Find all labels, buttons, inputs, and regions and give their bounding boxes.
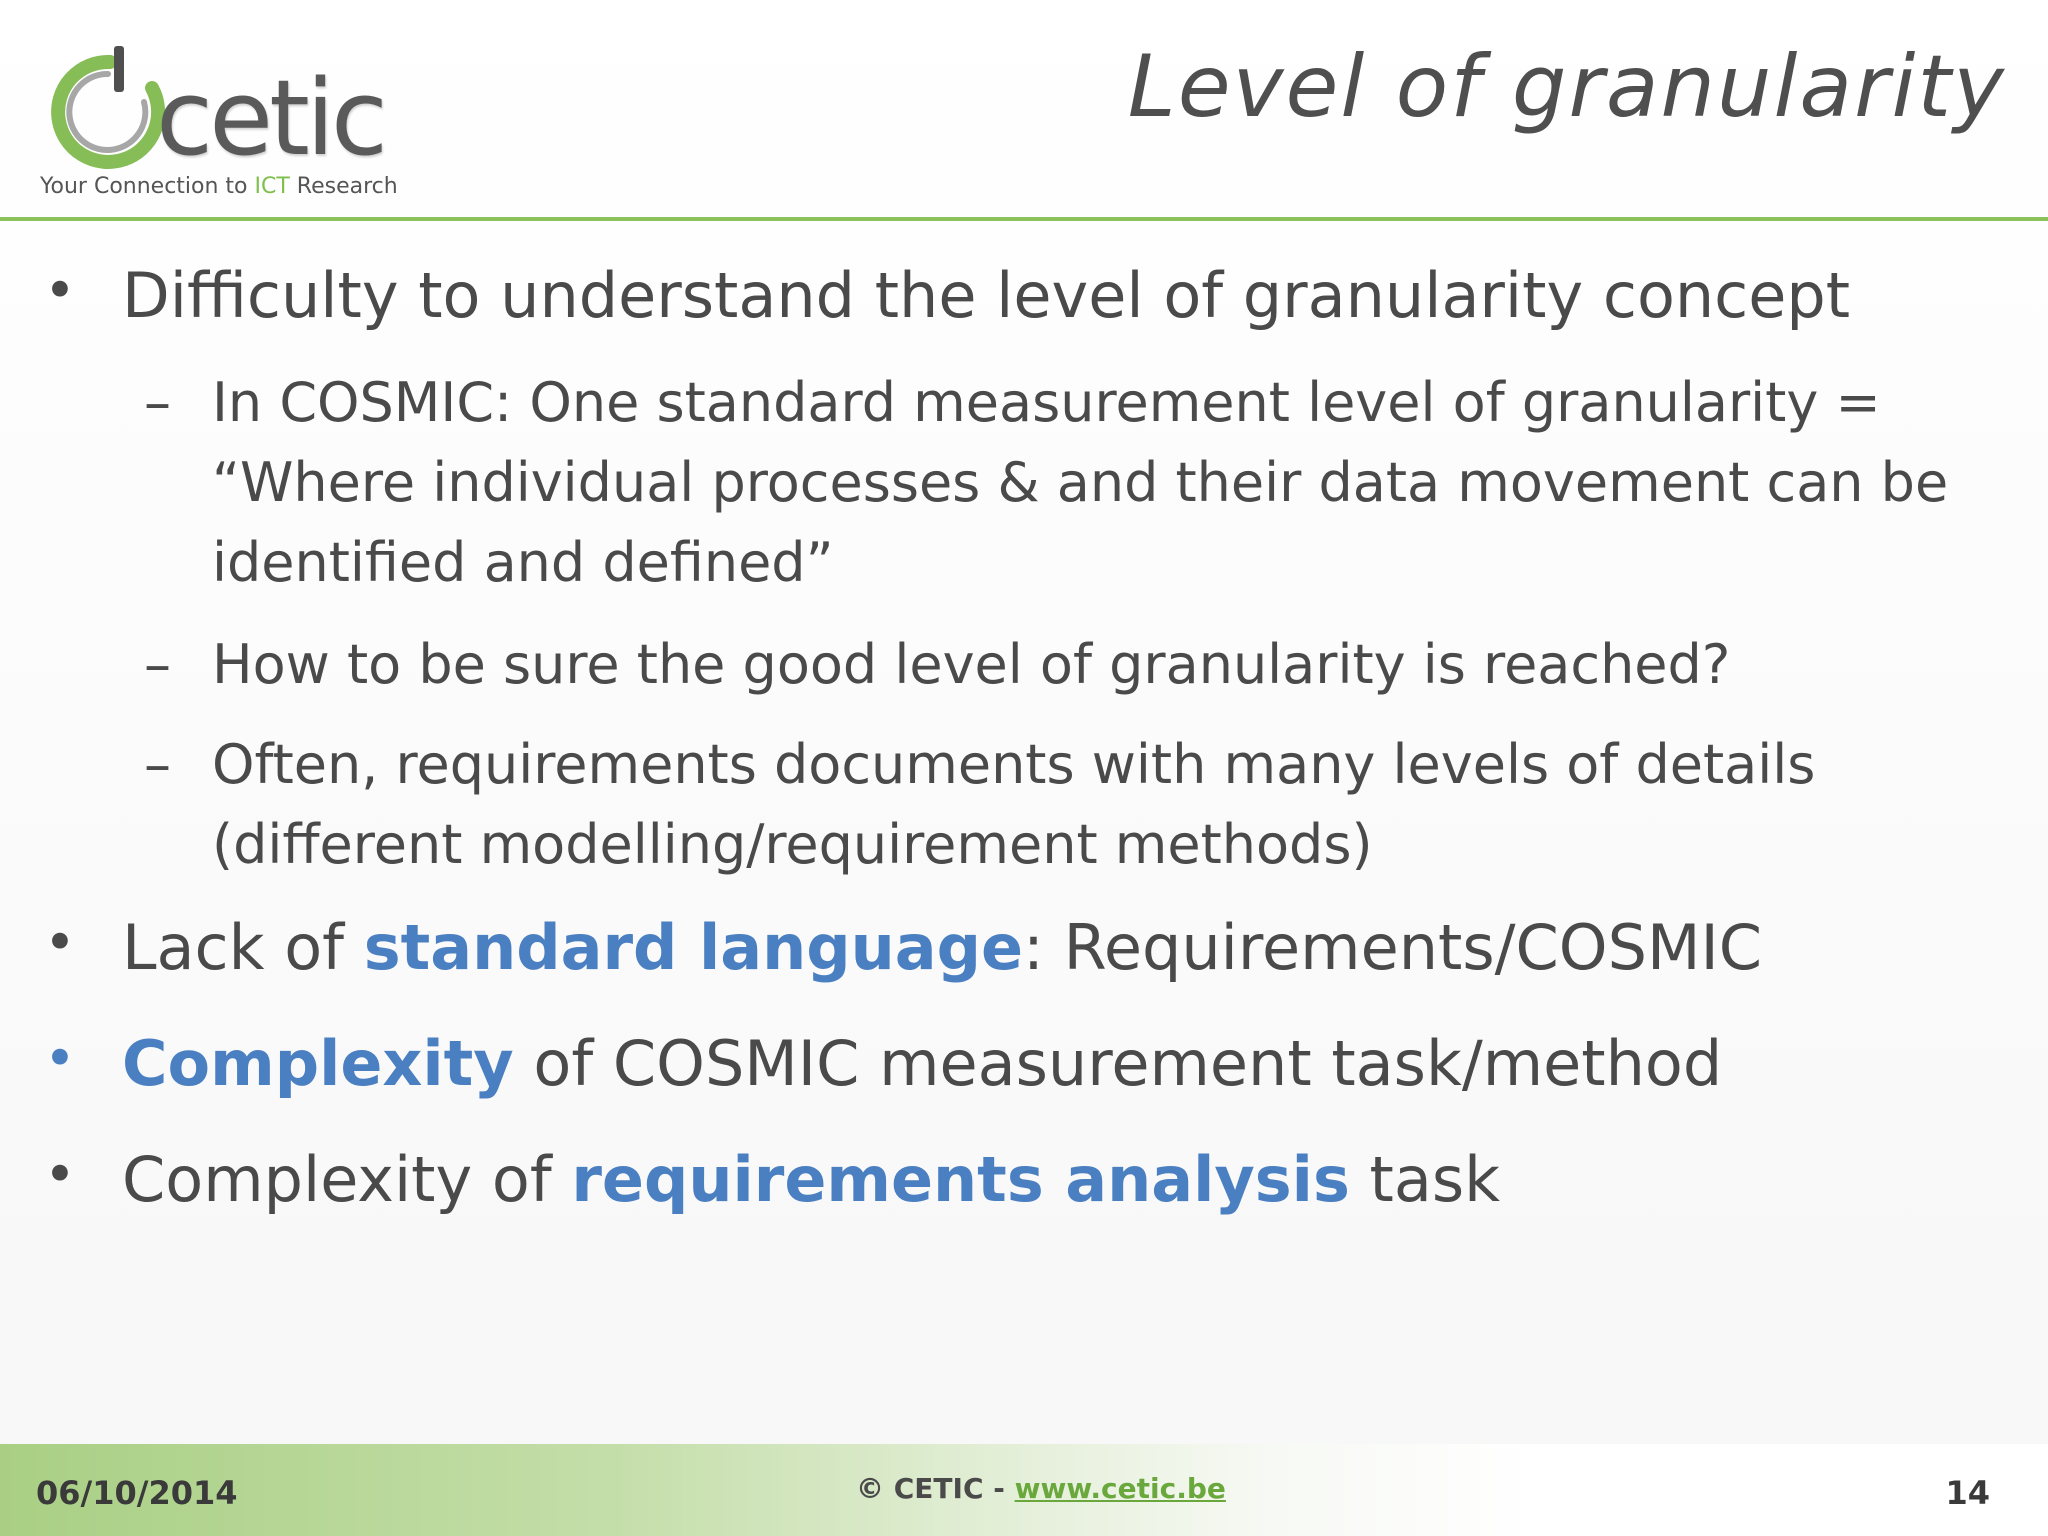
- bullet-marker: •: [44, 1027, 76, 1090]
- footer-date: 06/10/2014: [36, 1474, 238, 1512]
- sub-bullet-text: In COSMIC: One standard measurement level of granularity = “Where individual processes & and their data movement can be identified and defined”: [212, 371, 1949, 594]
- sub-bullet-marker: –: [144, 371, 171, 434]
- footer: [0, 1444, 2048, 1536]
- bullet-text: Complexity of requirements analysis task: [122, 1143, 1501, 1216]
- bullet-text: Difficulty to understand the level of granularity concept: [122, 259, 1851, 332]
- highlighted-term: requirements analysis: [571, 1143, 1350, 1216]
- footer-copyright: © CETIC - www.cetic.be: [856, 1472, 1226, 1505]
- highlighted-term: Complexity: [122, 1027, 514, 1100]
- sub-bullet-text: How to be sure the good level of granularity is reached?: [212, 633, 1731, 696]
- cetic-logo: [36, 36, 416, 206]
- highlighted-term: standard language: [363, 911, 1023, 984]
- bullet-marker: •: [44, 1143, 76, 1206]
- slide-title: Level of granularity: [1127, 37, 2006, 137]
- footer-website-link[interactable]: www.cetic.be: [1014, 1472, 1226, 1505]
- bullet-text: Lack of standard language: Requirements/COSMIC: [122, 911, 1763, 984]
- bullet-marker: •: [44, 911, 76, 974]
- cetic-logo-mark-icon: [48, 44, 166, 176]
- bullet-marker: •: [44, 259, 76, 322]
- logo-tagline: Your Connection to ICT Research: [40, 174, 398, 199]
- bullet-text: Complexity of COSMIC measurement task/method: [122, 1027, 1723, 1100]
- header-divider: [0, 217, 2048, 221]
- sub-bullet-text: Often, requirements documents with many levels of details (different modelling/requirement methods): [212, 733, 1816, 876]
- sub-bullet-marker: –: [144, 633, 171, 696]
- logo-wordmark: cetic: [156, 57, 385, 179]
- page-number: 14: [1945, 1474, 1990, 1512]
- sub-bullet-marker: –: [144, 733, 171, 796]
